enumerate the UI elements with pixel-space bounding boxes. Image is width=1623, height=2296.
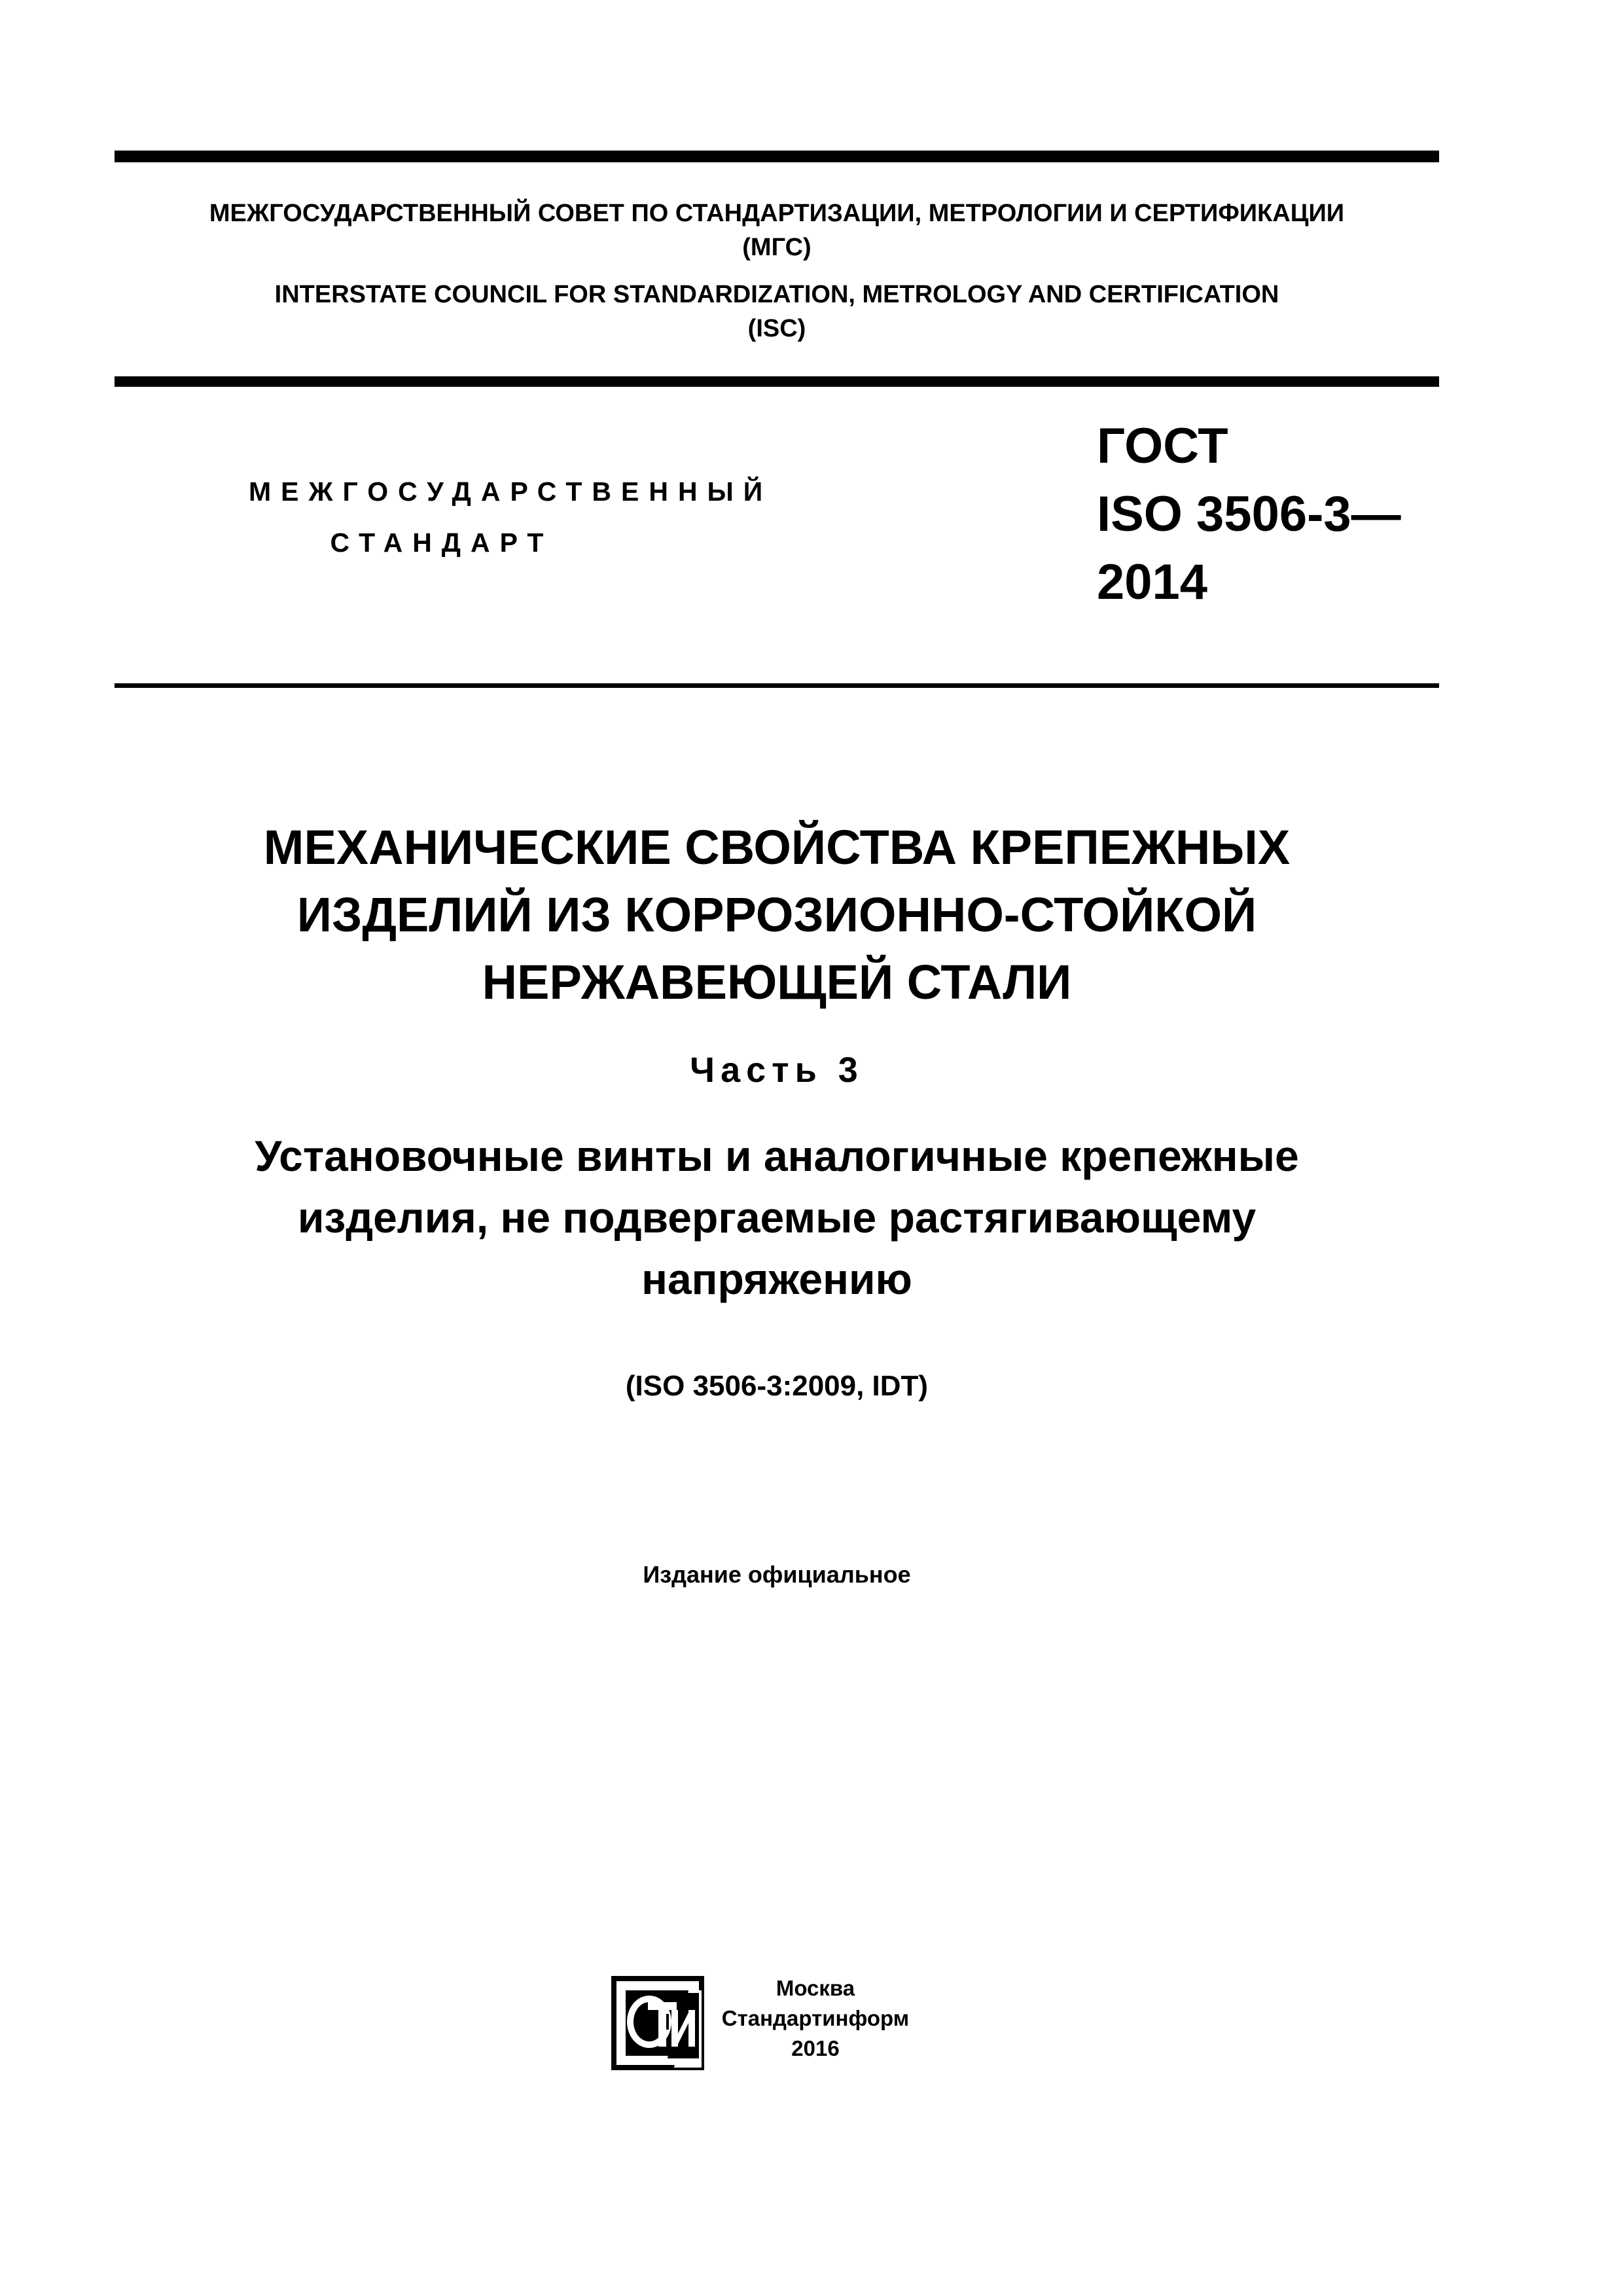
- designation-line2: ISO 3506-3—: [1097, 486, 1401, 542]
- publisher-imprint: [717, 1973, 914, 2064]
- council-abbr-ru: (МГС): [742, 234, 812, 261]
- council-abbr-en: (ISC): [747, 315, 806, 342]
- title-line1: МЕХАНИЧЕСКИЕ СВОЙСТВА КРЕПЕЖНЫХ: [263, 820, 1291, 874]
- top-divider: [115, 151, 1439, 162]
- standard-kind-line1: МЕЖГОСУДАРСТВЕННЫЙ: [249, 476, 773, 507]
- imprint-year: 2016: [791, 2036, 840, 2060]
- standard-kind-line2: СТАНДАРТ: [330, 528, 554, 558]
- edition-note: Издание официальное: [643, 1561, 911, 1588]
- title-line3: НЕРЖАВЕЮЩЕЙ СТАЛИ: [482, 955, 1072, 1009]
- standard-designation: [1097, 412, 1437, 617]
- title-line2: ИЗДЕЛИЙ ИЗ КОРРОЗИОННО-СТОЙКОЙ: [296, 888, 1257, 942]
- standartinform-logo-icon: [611, 1976, 704, 2070]
- header-divider: [115, 376, 1439, 387]
- designation-line3: 2014: [1097, 554, 1208, 610]
- document-title: [115, 814, 1439, 1016]
- standard-kind: [249, 466, 773, 568]
- imprint-publisher: Стандартинформ: [721, 2006, 910, 2030]
- council-name-ru: [115, 196, 1439, 264]
- imprint-city: Москва: [776, 1976, 855, 2000]
- council-name-en-line: INTERSTATE COUNCIL FOR STANDARDIZATION, METROLOGY AND CERTIFICATION: [274, 281, 1279, 308]
- document-subtitle: [115, 1125, 1439, 1310]
- subtitle-line2: изделия, не подвергаемые растягивающему: [297, 1193, 1257, 1242]
- subtitle-line3: напряжению: [641, 1255, 912, 1303]
- council-name-ru-line: МЕЖГОСУДАРСТВЕННЫЙ СОВЕТ ПО СТАНДАРТИЗАЦИИ, МЕТРОЛОГИИ И СЕРТИФИКАЦИИ: [209, 200, 1345, 227]
- iso-reference: (ISO 3506-3:2009, IDT): [625, 1370, 929, 1402]
- part-number: Часть 3: [690, 1050, 864, 1090]
- designation-line1: ГОСТ: [1097, 418, 1228, 474]
- council-name-en: [115, 278, 1439, 346]
- designation-divider: [115, 683, 1439, 688]
- subtitle-line1: Установочные винты и аналогичные крепежные: [255, 1132, 1299, 1180]
